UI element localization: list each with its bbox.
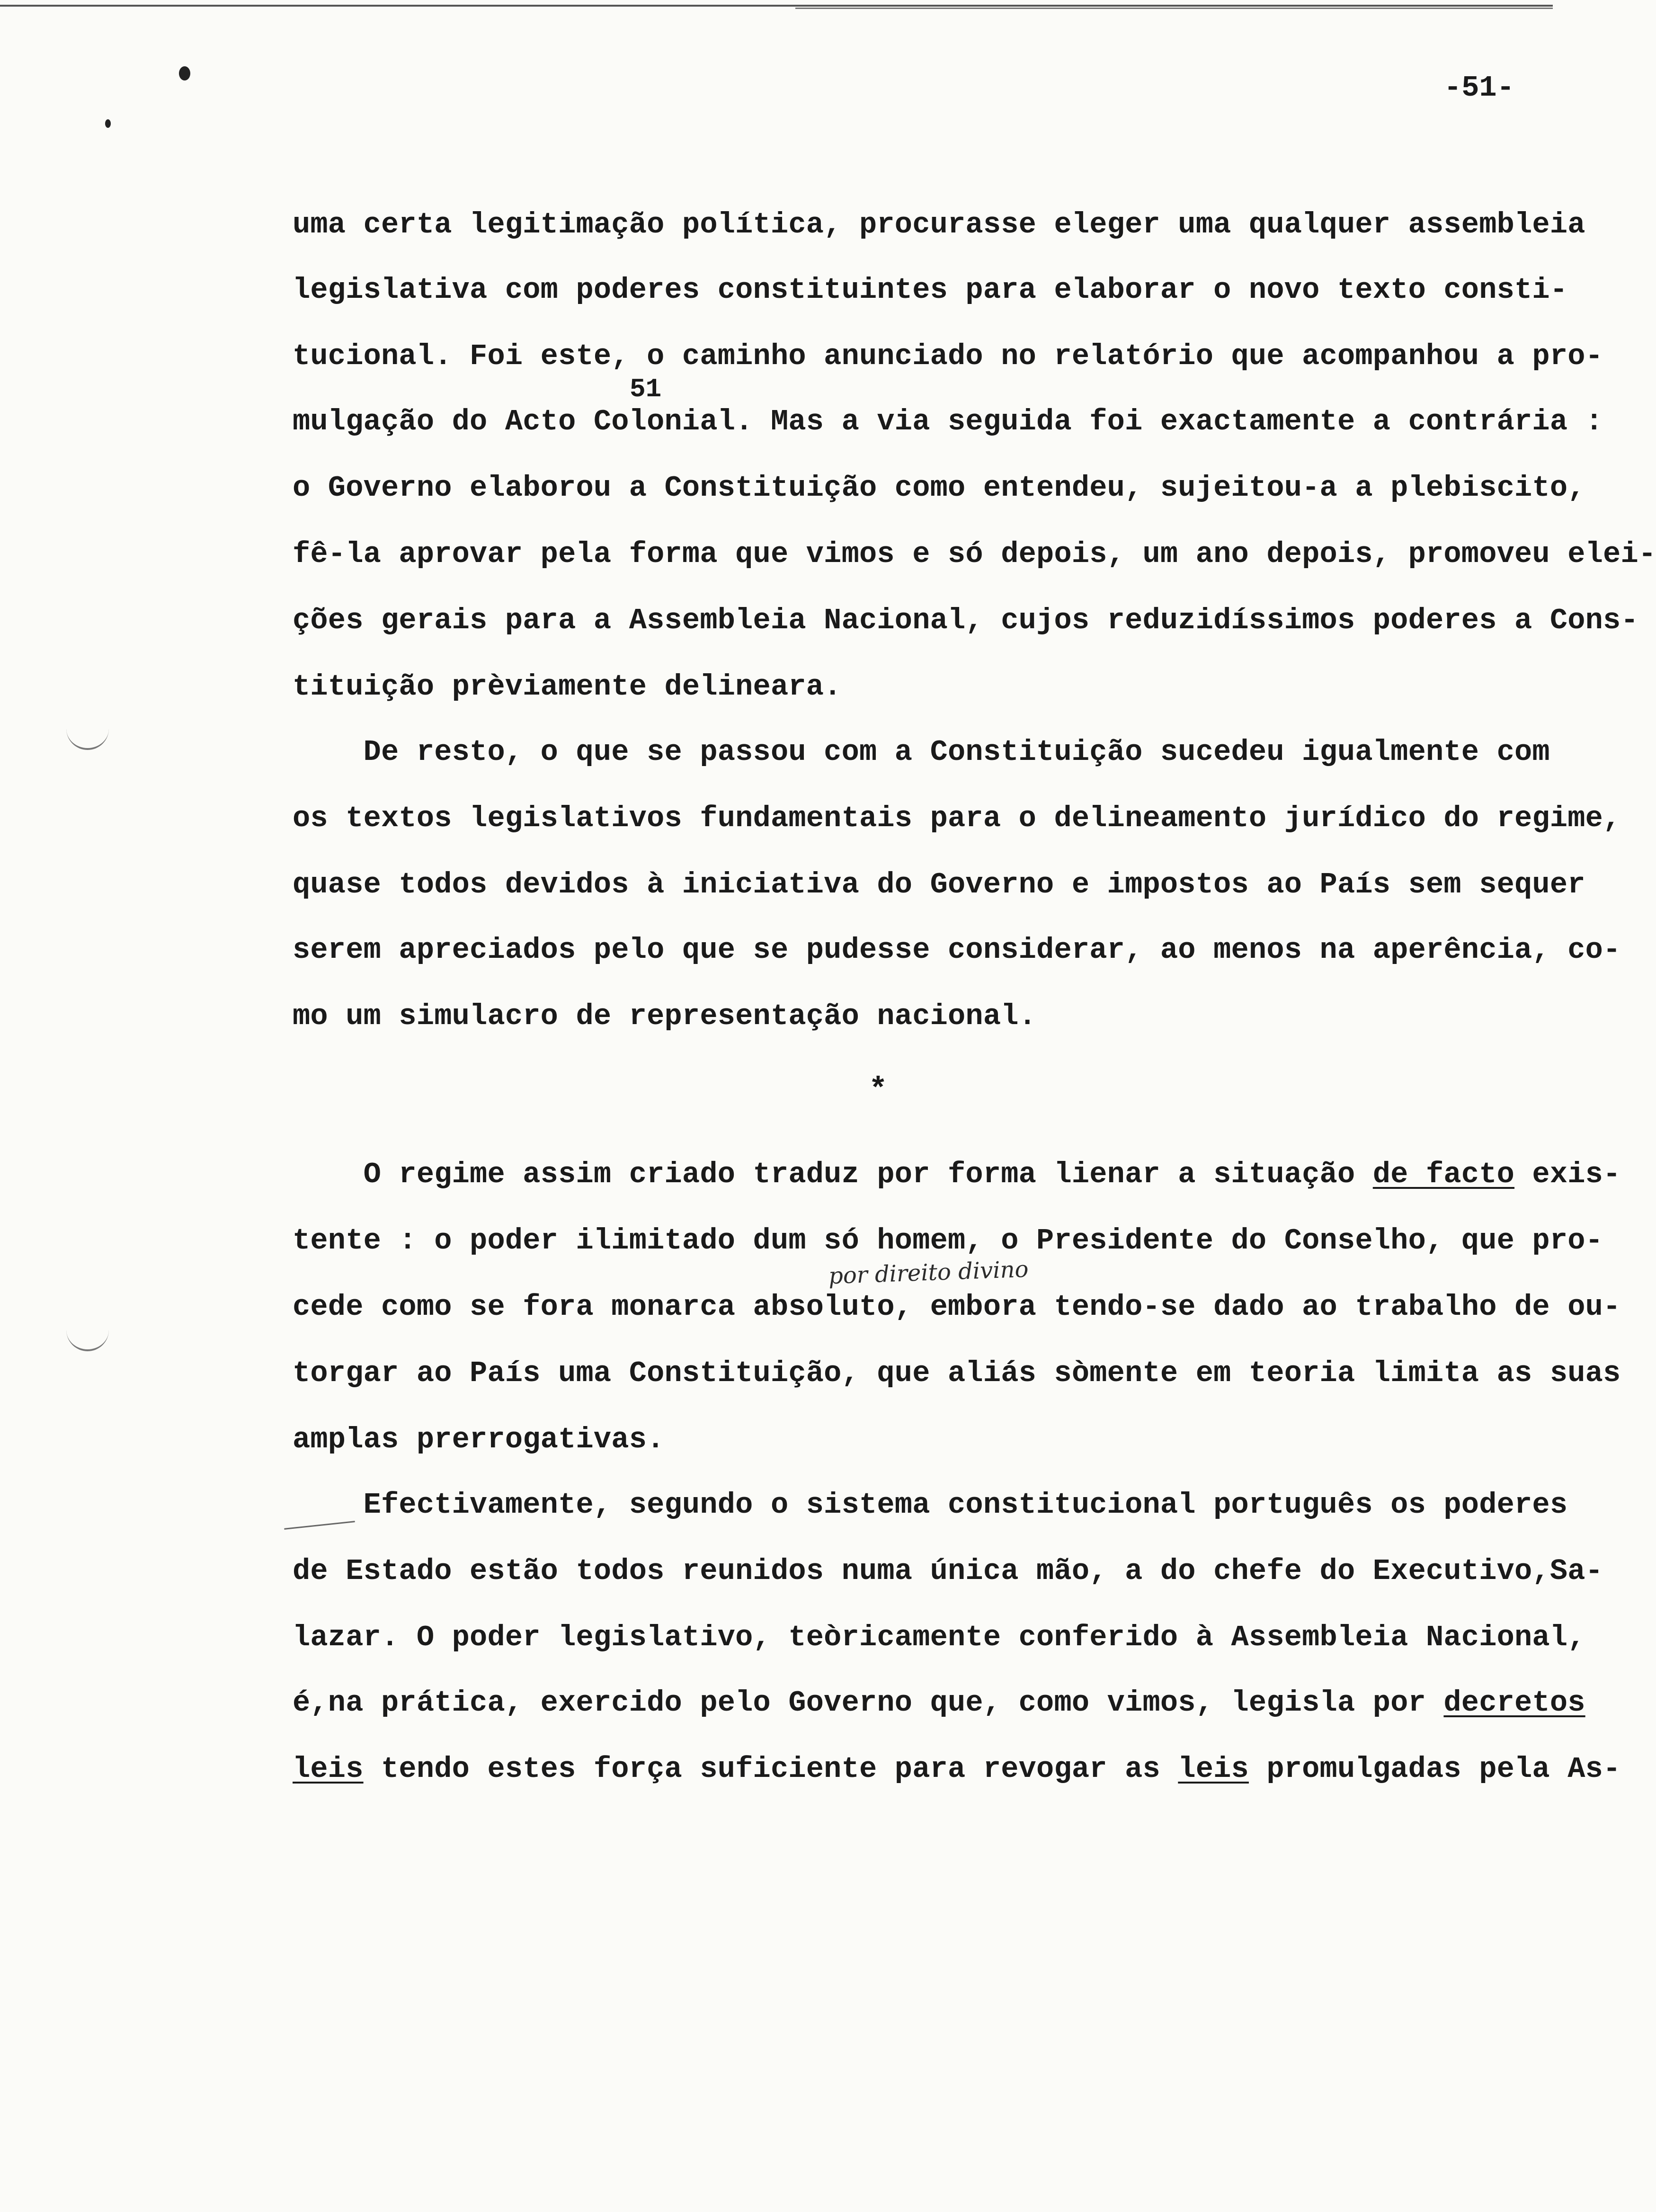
text-line: mo um simulacro de representação nacional. (293, 999, 1037, 1033)
underlined-term: leis (293, 1752, 364, 1786)
underlined-term: leis (1178, 1752, 1249, 1786)
text-segment: exis- (1514, 1158, 1621, 1191)
text-line: serem apreciados pelo que se pudesse considerar, ao menos na aperência, co- (293, 933, 1621, 967)
underlined-term: de facto (1372, 1158, 1515, 1191)
pencil-mark (66, 1326, 109, 1351)
text-line (293, 1158, 1620, 1191)
handwritten-annotation: por direito divino (828, 1256, 1029, 1290)
text-line: ções gerais para a Assembleia Nacional, cujos reduzidíssimos poderes a Cons- (293, 604, 1638, 637)
pencil-dash (284, 1521, 355, 1530)
page-number: -51- (1444, 71, 1514, 105)
text-segment: promulgadas pela As- (1248, 1752, 1621, 1786)
text-line: amplas prerrogativas. (293, 1423, 665, 1456)
underlined-term: decretos (1443, 1686, 1585, 1720)
text-line: uma certa legitimação política, procurasse eleger uma qualquer assembleia (293, 208, 1585, 241)
text-line: Efectivamente, segundo o sistema constitucional português os poderes (293, 1488, 1568, 1522)
text-line: legislativa com poderes constituintes para elaborar o novo texto consti- (293, 273, 1568, 307)
text-segment: O regime assim criado traduz por forma lienar a situação (293, 1158, 1373, 1191)
ink-speck (179, 66, 190, 80)
text-line: de Estado estão todos reunidos numa única mão, a do chefe do Executivo,Sa- (293, 1554, 1603, 1588)
text-line: tituição prèviamente delineara. (293, 670, 842, 704)
text-line: tente : o poder ilimitado dum só homem, o Presidente do Conselho, que pro- (293, 1224, 1603, 1258)
text-line (293, 1686, 1585, 1720)
text-segment: é,na prática, exercido pelo Governo que, como vimos, legisla por (293, 1686, 1444, 1720)
text-line: quase todos devidos à iniciativa do Governo e impostos ao País sem sequer (293, 868, 1585, 901)
top-rule-overlap (795, 8, 1553, 9)
footnote-marker: 51 (630, 374, 662, 404)
text-line: De resto, o que se passou com a Constituição sucedeu igualmente com (293, 735, 1550, 769)
ink-speck (105, 119, 111, 128)
pencil-mark (66, 724, 109, 750)
text-line: torgar ao País uma Constituição, que aliás sòmente em teoria limita as suas (293, 1356, 1621, 1390)
text-segment: tendo estes força suficiente para revogar as (363, 1752, 1178, 1786)
text-line: lazar. O poder legislativo, teòricamente conferido à Assembleia Nacional, (293, 1621, 1585, 1654)
text-line (293, 1753, 1620, 1786)
text-line: os textos legislativos fundamentais para o delineamento jurídico do regime, (293, 802, 1621, 835)
text-line: mulgação do Acto Colonial. Mas a via seguida foi exactamente a contrária : (293, 405, 1603, 438)
text-line: tucional. Foi este, o caminho anunciado no relatório que acompanhou a pro- (293, 339, 1603, 373)
text-line: fê-la aprovar pela forma que vimos e só depois, um ano depois, promoveu elei- (293, 537, 1656, 571)
top-rule (0, 5, 1553, 7)
section-separator: * (869, 1072, 888, 1108)
text-line: cede como se fora monarca absoluto, embora tendo-se dado ao trabalho de ou- (293, 1290, 1621, 1324)
text-line: o Governo elaborou a Constituição como entendeu, sujeitou-a a plebiscito, (293, 471, 1585, 505)
